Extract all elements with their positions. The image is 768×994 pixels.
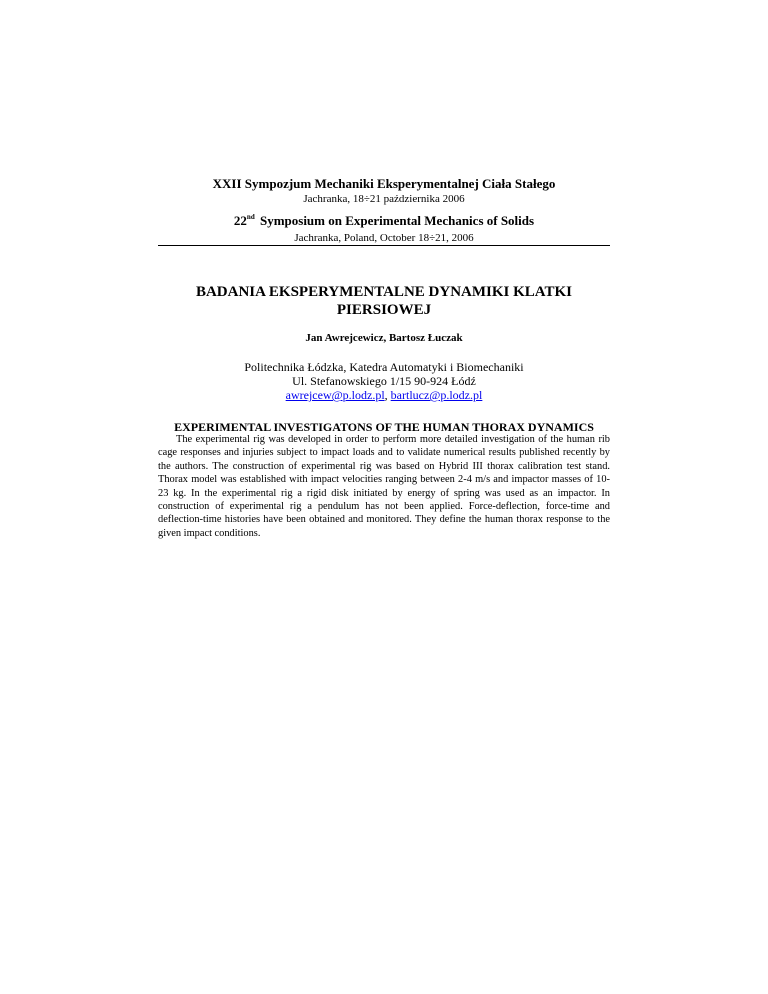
- symposium-title-text: Symposium on Experimental Mechanics of Solids: [259, 213, 535, 228]
- abstract-title: EXPERIMENTAL INVESTIGATONS OF THE HUMAN THORAX DYNAMICS: [174, 420, 594, 434]
- paper-authors: Jan Awrejcewicz, Bartosz Łuczak: [305, 332, 463, 344]
- symposium-ordinal: nd: [246, 213, 255, 221]
- paper-title: BADANIA EKSPERYMENTALNE DYNAMIKI KLATKI PIERSIOWEJ: [195, 284, 573, 318]
- symposium-title-polish: XXII Sympozjum Mechaniki Eksperymentalnej Ciała Stałego: [212, 176, 556, 191]
- symposium-number: 22: [233, 213, 247, 228]
- email-link-bartlucz[interactable]: bartlucz@p.lodz.pl: [390, 388, 483, 402]
- affiliation-line-2: Ul. Stefanowskiego 1/15 90-924 Łódź: [292, 374, 476, 388]
- email-separator: ,: [384, 388, 391, 402]
- author-emails: [158, 388, 610, 403]
- abstract-body: The experimental rig was developed in order to perform more detailed investigation of the human rib cage responses and injuries subject to impact loads and to validate numerical results published recently by the authors. The construction of experimental rig was based on Hybrid III thorax calibration test stand. Thorax model was established with impact velocities ranging between 2-4 m/s and impactor masses of 10-23 kg. In the experimental rig a rigid disk initiated by energy of spring was used as an impactor. In construction of experimental rig a pendulum has not been applied. Force-deflection, force-time and deflection-time histories have been obtained and monitored. They define the human thorax response to the given impact conditions.: [158, 434, 610, 539]
- symposium-title-english: [158, 213, 610, 229]
- header-divider: [158, 245, 610, 246]
- email-link-awrejcew[interactable]: awrejcew@p.lodz.pl: [285, 388, 385, 402]
- affiliation-line-1: Politechnika Łódzka, Katedra Automatyki i Biomechaniki: [244, 360, 524, 374]
- symposium-subtitle-english: Jachranka, Poland, October 18÷21, 2006: [294, 232, 474, 244]
- symposium-subtitle-polish: Jachranka, 18÷21 października 2006: [303, 193, 465, 205]
